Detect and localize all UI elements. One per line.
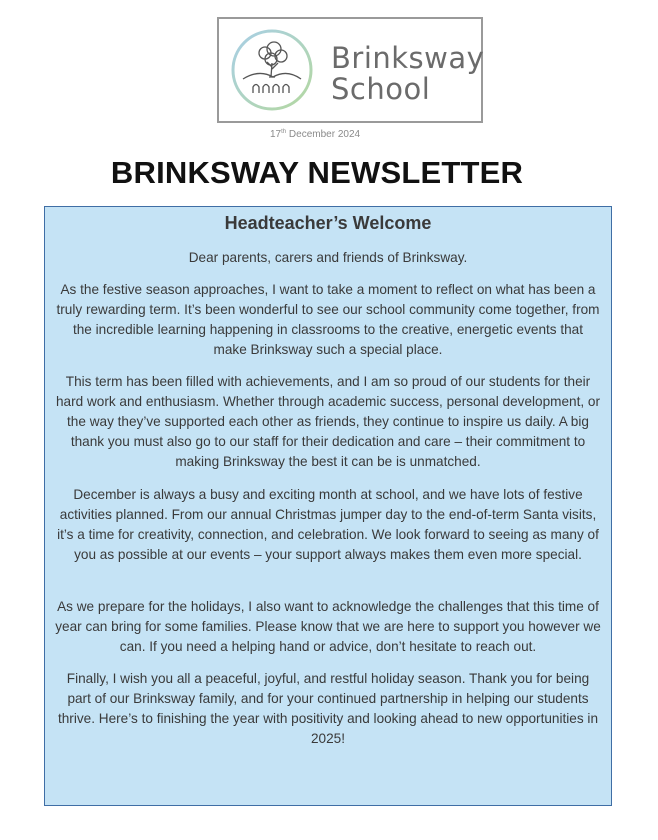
welcome-paragraph: Dear parents, carers and friends of Brinksway. [188,250,468,265]
newsletter-date [270,129,360,140]
welcome-heading: Headteacher’s Welcome [224,213,432,233]
school-crest-icon [229,27,315,113]
welcome-paragraph: December is always a busy and exciting month at school, and we have lots of festive activities planned. From our annual Christmas jumper day to the end-of-term Santa visits, it’s a time for creativity, connection, and celebration. We look forward to seeing as many of you as possible at our events – your support always makes them even more special. [57,487,599,562]
school-name-line2: School [331,72,431,106]
welcome-paragraph: As the festive season approaches, I want to take a moment to reflect on what has been a truly rewarding term. It’s been wonderful to see our school community come together, from the incredible learning happening in classrooms to the creative, energetic events that make Brinksway such a special place. [56,282,600,357]
date-day: 17 [270,129,282,140]
welcome-paragraph: As we prepare for the holidays, I also want to acknowledge the challenges that this time of year can bring for some families. Please know that we are here to support you however we can. If you need a helping hand or advice, don’t hesitate to reach out. [55,599,601,654]
date-suffix: th [281,129,287,135]
welcome-paragraph: Finally, I wish you all a peaceful, joyful, and restful holiday season. Thank you for being part of our Brinksway family, and for your continued partnership in helping our students thrive. Here’s to finishing the year with positivity and looking ahead to new opportunities in 2025! [57,671,599,746]
school-name-line1: Brinksway [331,41,485,75]
welcome-paragraph: This term has been filled with achievements, and I am so proud of our students for their hard work and enthusiasm. Whether through academic success, personal development, or the way they’ve supported each other as friends, they continue to inspire us daily. A big thank you must also go to our staff for their dedication and care – their commitment to making Brinksway the best it can be is unmatched. [55,374,601,469]
date-rest: December 2024 [286,129,361,140]
school-logo [217,17,483,123]
headteacher-welcome-section [44,206,612,806]
newsletter-title: BRINKSWAY NEWSLETTER [110,155,524,190]
school-name [331,41,485,106]
